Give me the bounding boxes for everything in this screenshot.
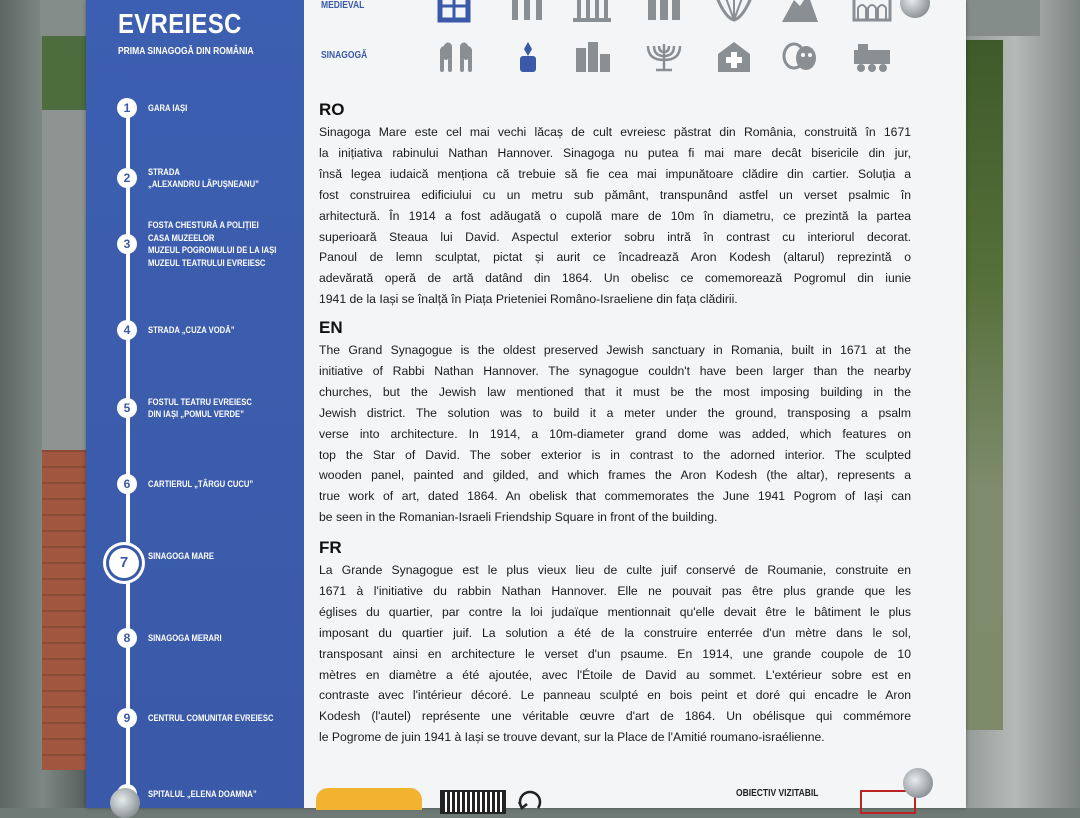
stop-label	[148, 788, 257, 801]
text-line: églises du quartier, par contre la loi judaïque mentionnait qu'elle devait être le bâtiment le plus	[319, 604, 911, 619]
stop-label-line: CENTRUL COMUNITAR EVREIESC	[148, 712, 274, 723]
section-heading-fr: FR	[319, 538, 342, 557]
stop-label-line: CASA MUZEELOR	[148, 232, 215, 243]
stop-label-line: SINAGOGA MERARI	[148, 632, 222, 643]
stop-label	[148, 219, 276, 269]
stop-label-line: DIN IAȘI „POMUL VERDE”	[148, 409, 244, 419]
stop-number: 3	[117, 234, 137, 254]
shell-icon	[714, 0, 754, 24]
section-text-fr	[319, 560, 911, 748]
text-line: The Grand Synagogue is the oldest preserved Jewish sanctuary in Romania, built in 1671 at the	[319, 343, 911, 357]
gate-icon	[508, 0, 548, 24]
stop-label	[148, 324, 235, 337]
stop-label-line: FOSTA CHESTURĂ A POLIȚIEI	[148, 220, 259, 230]
text-line: La Grande Synagogue est le plus vieux lieu de culte juif conservé de Roumanie, construite en	[319, 563, 911, 577]
stop-label-line: GARA IAȘI	[148, 102, 188, 113]
medical-cross-icon	[714, 40, 754, 74]
timeline-line	[126, 104, 130, 808]
text-line: verse into architecture. In 1914, a 10m-diameter grand dome was added, which features on	[319, 426, 911, 441]
text-line: true work of art, dated 1864. An obelisk that commemorates the June 1941 Pogrom of Iași can	[319, 489, 911, 504]
stop-label-line: FOSTUL TEATRU EVREIESC	[148, 396, 252, 407]
text-line: Panoul de lemn sculptat, pictat și aurit ce încadrează Aron Kodesh (altarul) reprezintă o	[319, 250, 911, 265]
text-line: Sinagoga Mare este cel mai vechi lăcaș de cult evreiesc păstrat din România, construită în 1671	[319, 125, 911, 139]
text-line: transposant ainsi en architecture le verset d'un psaume. En 1914, une grande coupole de 10	[319, 646, 911, 661]
text-line: fost construirea edificiului cu un metru sub pământ, transpunând astfel un verset psalmic în	[319, 187, 911, 202]
text-line: superioară Steaua lui David. Aspectul exterior sobru intră în contrast cu interiorul decorat.	[319, 229, 911, 244]
text-line: be seen in the Romanian-Israeli Friendship Square in front of the building.	[319, 510, 718, 525]
stop-label-line: STRADA	[148, 166, 180, 177]
train-icon	[852, 40, 892, 74]
columns-icon	[644, 0, 684, 24]
stop-label-line: STRADA „CUZA VODĂ”	[148, 324, 235, 335]
visit-label: OBIECTIV VIZITABIL	[736, 788, 819, 799]
stop-number: 6	[117, 474, 137, 494]
text-line: adevărată operă de artă datând din 1864. Un obelisc ce comemorează Pogromul din iunie	[319, 271, 911, 286]
section-text-en	[319, 340, 911, 528]
stop-number: 8	[117, 628, 137, 648]
text-line: le Pogrome de juin 1941 à Iași se trouve devant, sur la Place de l'Amitié roumano-israélienne.	[319, 730, 825, 745]
qr-code	[440, 790, 506, 814]
stop-number: 1	[117, 98, 137, 118]
stop-label-line: SPITALUL „ELENA DOAMNA”	[148, 788, 257, 799]
stop-label	[148, 166, 259, 191]
stop-label	[148, 550, 214, 563]
window-icon	[436, 0, 476, 24]
buildings-icon	[572, 40, 612, 74]
stop-number: 4	[117, 320, 137, 340]
route-sidebar	[86, 0, 304, 808]
text-line: imposant du quartier juif. La solution a été de la construire enterrée d'un mètre dans le sol,	[319, 625, 911, 640]
stop-number: 5	[117, 398, 137, 418]
sidebar-subtitle: PRIMA SINAGOGĂ DIN ROMÂNIA	[118, 46, 254, 57]
text-line: Jewish district. The solution was to build it a meter under the ground, transposing a psalm	[319, 405, 911, 420]
text-line: churches, but the Jewish law mentioned that it must be the most imposing building in the	[319, 384, 911, 399]
text-line: wooden panel, painted and gilded, and which frames the Aron Kodesh (the altar), represents a	[319, 468, 911, 483]
stop-label-line: MUZEUL TEATRULUI EVREIESC	[148, 257, 266, 268]
text-line: 1671 à l'initiative du rabbin Nathan Hannover. Elle ne pouvait pas être plus grande que les	[319, 583, 911, 598]
stop-label-line: CARTIERUL „TÂRGU CUCU”	[148, 478, 254, 489]
stop-number: 7	[109, 548, 139, 578]
arcade-icon	[852, 0, 892, 24]
text-line: arhitectură. În 1914 a fost adăugată o cupolă mare de 10m în diametru, ce prezintă la partea	[319, 208, 911, 223]
text-line: Kodesh (l'autel) représente une véritable œuvre d'art de 1864. Un obélisque qui commémore	[319, 709, 911, 724]
section-heading-ro: RO	[319, 100, 345, 119]
stop-label	[148, 396, 252, 421]
left-wall	[42, 110, 90, 450]
left-foliage	[42, 30, 90, 110]
text-line: contraste avec l'intérieur décoré. Le panneau sculpté en bois peint et doré qui encadre le Aron	[319, 688, 911, 703]
menorah-icon	[644, 40, 684, 74]
text-line: initiative of Rabbi Nathan Hannover. The synagogue couldn't have been larger than the nearby	[319, 363, 911, 378]
stop-label-line: SINAGOGA MARE	[148, 550, 215, 561]
bottom-right-bolt	[903, 768, 933, 798]
stop-label-line: MUZEUL POGROMULUI DE LA IAȘI	[148, 245, 277, 255]
colonnade-icon	[572, 0, 612, 24]
stop-number: 9	[117, 708, 137, 728]
sinagoga-row-label: SINAGOGĂ	[321, 50, 368, 61]
stop-number: 2	[117, 168, 137, 188]
text-line: top the Star of David. The sober exterior is in contrast to the adorned interior. The sculpted	[319, 447, 911, 462]
hill-icon	[780, 0, 820, 24]
left-brick-wall	[42, 450, 90, 770]
stop-label	[148, 102, 187, 115]
stop-label-line: „ALEXANDRU LĂPUȘNEANU”	[148, 179, 259, 189]
hands-icon	[436, 40, 476, 74]
bottom-left-bolt	[110, 788, 140, 818]
section-heading-en: EN	[319, 318, 343, 337]
theatre-masks-icon	[780, 40, 820, 74]
rotate-icon	[516, 788, 544, 810]
city-logo	[316, 788, 422, 810]
text-line: 1941 de la Iași se înalță în Piața Prieteniei Româno-Israeliene din fața clădirii.	[319, 292, 738, 307]
text-line: la inițiativa rabinului Nathan Hannover. Sinagoga nu putea fi mai mare decât bisericile din jur,	[319, 145, 911, 160]
section-text-ro	[319, 122, 911, 310]
star-of-david-icon	[508, 40, 548, 74]
sidebar-title: EVREIESC	[118, 8, 242, 39]
stop-label	[148, 478, 253, 491]
stop-label	[148, 632, 222, 645]
medieval-row-label: MEDIEVAL	[321, 0, 365, 11]
text-line: însă legea iudaică menționa că trebuie să fie cea mai impunătoare clădire din cartier. Soluția a	[319, 166, 911, 181]
stop-label	[148, 712, 274, 725]
text-line: mètres en diamètre a été ajoutée, avec l'Étoile de David au sommet. L'extérieur sobre est en	[319, 667, 911, 682]
